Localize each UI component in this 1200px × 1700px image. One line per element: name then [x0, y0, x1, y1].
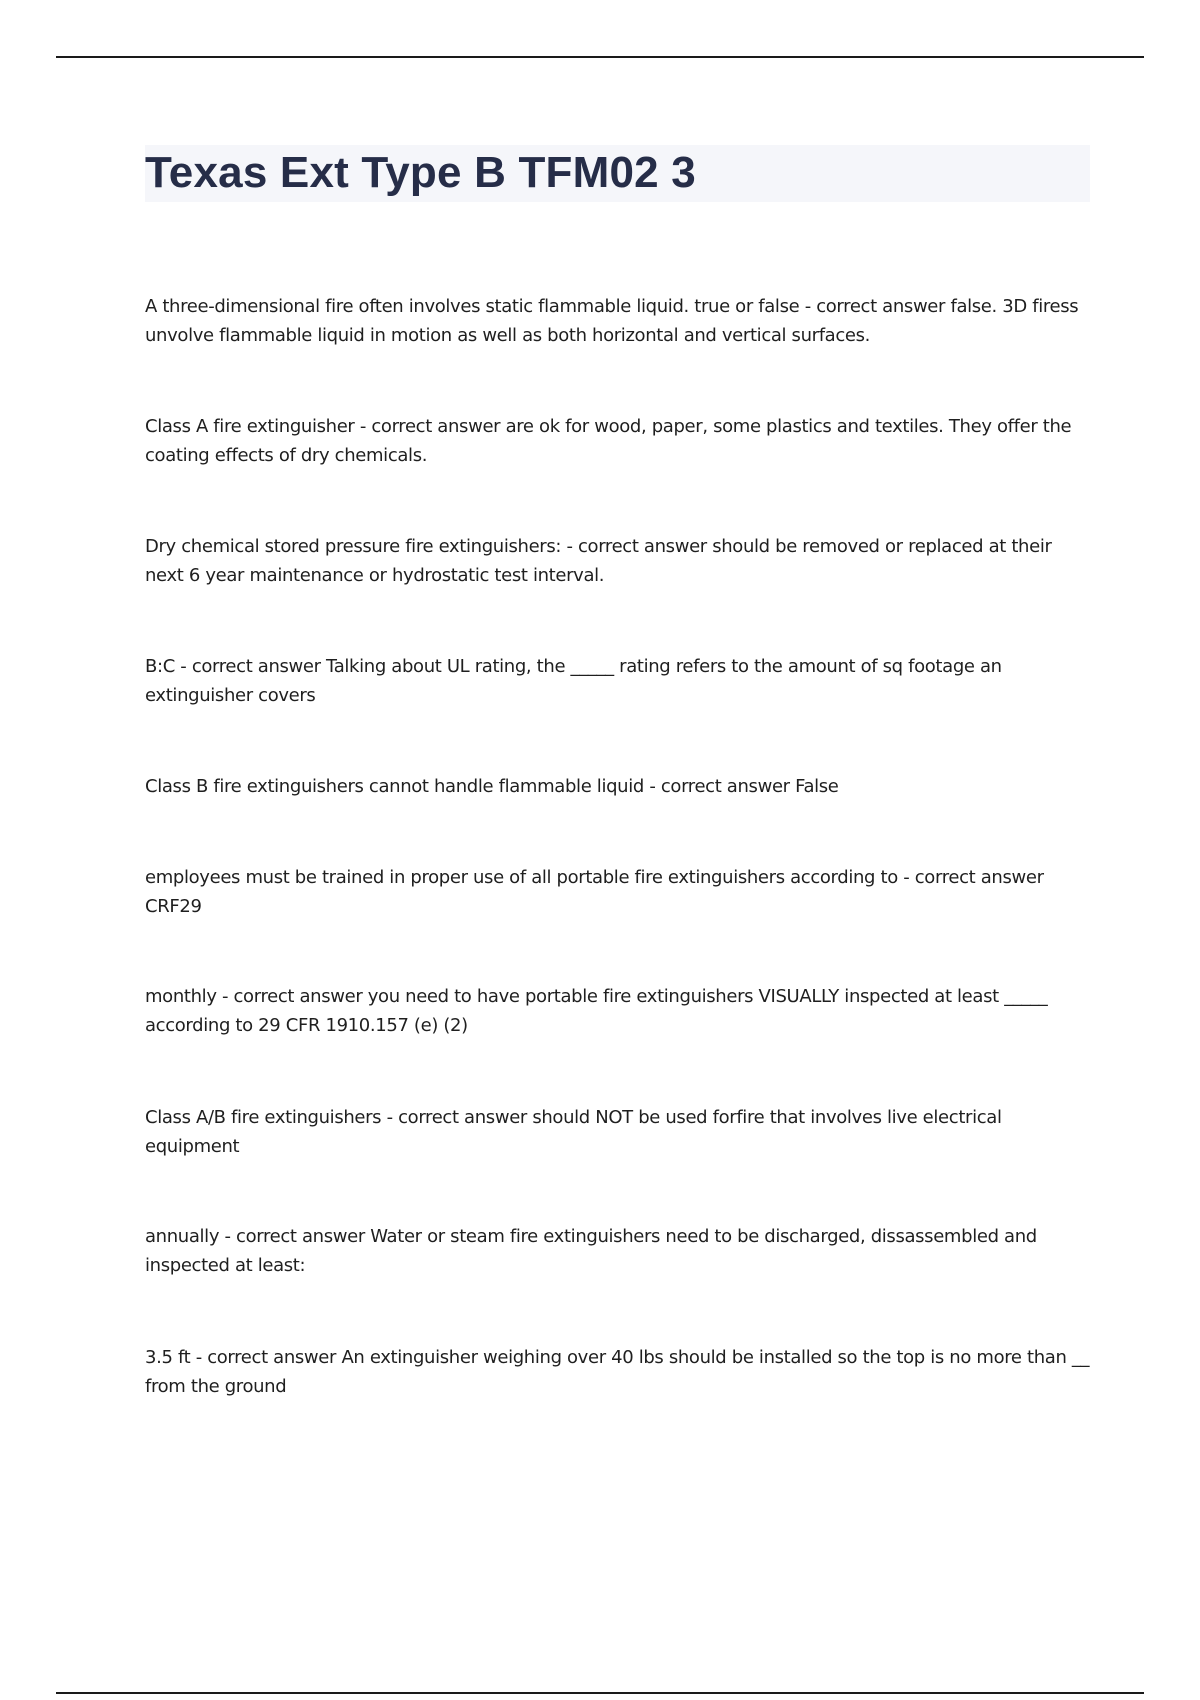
qa-entry-5: Class B fire extinguishers cannot handle flammable liquid - correct answer False: [145, 776, 839, 797]
qa-entry-3: Dry chemical stored pressure fire extinguishers: - correct answer should be removed or replaced at their next 6 year maintenance or hydrostatic test interval.: [145, 536, 1052, 586]
qa-entry-2: Class A fire extinguisher - correct answer are ok for wood, paper, some plastics and textiles. They offer the coating effects of dry chemicals.: [145, 416, 1072, 466]
qa-entry-4: B:C - correct answer Talking about UL rating, the _____ rating refers to the amount of sq footage an extinguisher covers: [145, 656, 1002, 706]
qa-entry-7: monthly - correct answer you need to have portable fire extinguishers VISUALLY inspected at least _____ according to 29 CFR 1910.157 (e) (2): [145, 986, 1048, 1036]
qa-entry-9: annually - correct answer Water or steam fire extinguishers need to be discharged, dissassembled and inspected at least:: [145, 1226, 1037, 1276]
qa-entry-8: Class A/B fire extinguishers - correct answer should NOT be used forfire that involves live electrical equipment: [145, 1107, 1002, 1157]
bottom-rule: [56, 1692, 1144, 1694]
qa-entry-10: 3.5 ft - correct answer An extinguisher weighing over 40 lbs should be installed so the top is no more than __ from the ground: [145, 1347, 1090, 1397]
top-rule: [56, 56, 1144, 58]
qa-entry-1: A three-dimensional fire often involves static flammable liquid. true or false - correct answer false. 3D firess unvolve flammable liquid in motion as well as both horizontal and vertical surfaces.: [145, 296, 1079, 346]
document-title: Texas Ext Type B TFM02 3: [145, 148, 696, 197]
qa-entry-6: employees must be trained in proper use of all portable fire extinguishers according to - correct answer CRF29: [145, 867, 1044, 917]
